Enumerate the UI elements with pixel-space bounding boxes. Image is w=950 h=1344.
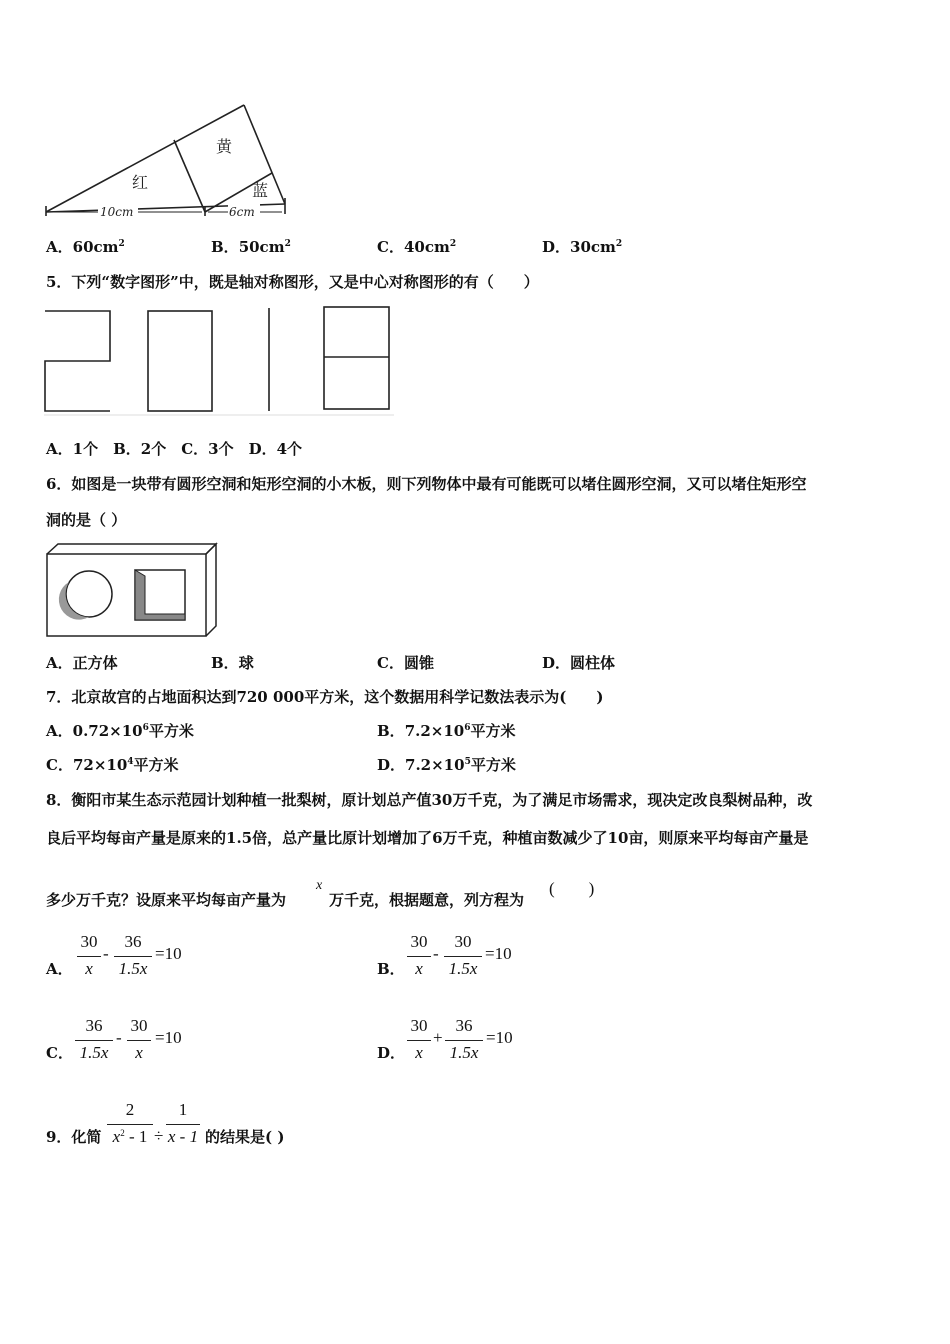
q5-text: 5．下列“数字图形”中，既是轴对称图形，又是中心对称图形的有（ ） (46, 273, 539, 291)
option-value: 30cm (570, 238, 616, 256)
circular-hole-shadow (59, 582, 89, 620)
q8-option-d-operator: + (433, 1028, 443, 1047)
q9-divide-sign: ÷ (154, 1126, 164, 1145)
option-value: 60cm (72, 238, 119, 256)
option-letter: A． (46, 722, 73, 740)
q8-option-c-rhs: =10 (155, 1028, 182, 1047)
option-letter: C． (46, 756, 73, 774)
numerator: 36 (455, 1016, 473, 1035)
option-value: 正方体 (72, 654, 118, 672)
q8-option-c-frac1 (74, 1016, 114, 1066)
q8-option-a-frac1 (76, 932, 102, 982)
q4-option-a (46, 236, 125, 257)
option-letter: A． (46, 654, 73, 672)
option-exponent: 5 (464, 757, 471, 767)
q7-option-a (46, 720, 194, 741)
denominator-variable: x (112, 1127, 121, 1146)
option-unit: 平方米 (133, 756, 179, 774)
q6-text-line1: 6．如图是一块带有圆形空洞和矩形空洞的小木板，则下列物体中最有可能既可以堵住圆形空洞，又可以堵住矩形空 (46, 475, 807, 493)
option-value: 球 (238, 654, 254, 672)
q9-frac1 (106, 1100, 154, 1150)
option-letter: D． (542, 238, 571, 256)
option-value: 圆柱体 (570, 654, 616, 672)
q8-option-b-rhs: =10 (485, 944, 512, 963)
denominator: x (415, 959, 423, 978)
q4-figure (40, 100, 292, 222)
q8-option-d-frac1 (406, 1016, 432, 1066)
option-letter: C． (377, 238, 404, 256)
q8-option-b-letter: B． (377, 960, 405, 978)
digit-0-shape (148, 311, 212, 411)
rectangular-hole-shadow (135, 570, 185, 620)
numerator: 36 (85, 1016, 103, 1035)
label-dim-6: 6cm (229, 205, 255, 219)
q8-option-a-operator: - (103, 944, 109, 963)
denominator: 1.5x (449, 1043, 479, 1062)
digit-8-shape (324, 307, 389, 409)
q8-option-a-rhs: =10 (155, 944, 182, 963)
q8-option-c-operator: - (116, 1028, 122, 1047)
option-exponent: 2 (284, 239, 291, 249)
q9-suffix: 的结果是( ) (205, 1128, 285, 1146)
numerator: 2 (125, 1100, 135, 1119)
q4-option-b (211, 236, 291, 257)
q6-board-figure (44, 542, 220, 640)
option-coefficient: 0.72×10 (72, 722, 143, 740)
option-letter: B． (211, 238, 239, 256)
option-value: 圆锥 (403, 654, 434, 672)
board-top-face (47, 544, 216, 554)
label-red: 红 (132, 173, 149, 192)
q8-option-b-frac2 (443, 932, 483, 982)
q8-option-d-letter: D． (377, 1044, 406, 1062)
q6-option-b (211, 652, 254, 673)
q9-prefix: 9．化简 (46, 1128, 102, 1146)
q8-variable-x: x (316, 878, 323, 893)
numerator: 30 (410, 1016, 428, 1035)
q6-option-d (542, 652, 615, 673)
numerator: 30 (410, 932, 428, 951)
q9-frac2 (165, 1100, 201, 1150)
numerator: 30 (454, 932, 472, 951)
q8-text-line3a: 多少万千克？设原来平均每亩产量为 (46, 891, 287, 909)
label-dim-10: 10cm (100, 205, 134, 219)
q8-text-line3b: 万千克，根据题意，列方程为 (329, 891, 525, 909)
board-front-face (47, 554, 206, 636)
option-unit: 平方米 (148, 722, 194, 740)
q8-option-b-operator: - (433, 944, 439, 963)
denominator: 1.5x (448, 959, 478, 978)
q8-text-line1: 8．衡阳市某生态示范园计划种植一批梨树，原计划总产值30万千克，为了满足市场需求，现决定改良梨树品种，改 (46, 791, 813, 809)
numerator: 30 (80, 932, 98, 951)
option-exponent: 2 (449, 239, 457, 249)
denominator: x - 1 (167, 1127, 199, 1146)
q8-answer-paren: ( ) (549, 879, 595, 898)
q8-option-c-frac2 (126, 1016, 152, 1066)
q8-option-c-letter: C． (46, 1044, 73, 1062)
q6-option-c (377, 652, 434, 673)
denominator: x (85, 959, 93, 978)
numerator: 1 (178, 1100, 188, 1119)
numerator: 30 (130, 1016, 148, 1035)
option-exponent: 4 (127, 757, 134, 767)
denominator-rest: - 1 (124, 1127, 148, 1146)
numerator: 36 (124, 932, 142, 951)
q6-text-line2: 洞的是（ ） (46, 511, 127, 529)
option-letter: D． (377, 756, 406, 774)
option-letter: B． (377, 722, 405, 740)
option-unit: 平方米 (470, 722, 516, 740)
option-coefficient: 72×10 (72, 756, 128, 774)
q5-digit-figures (44, 305, 396, 417)
board-side-face (206, 544, 216, 636)
q7-option-d (377, 754, 516, 775)
denominator: 1.5x (118, 959, 148, 978)
option-unit: 平方米 (470, 756, 516, 774)
q8-option-d-rhs: =10 (486, 1028, 513, 1047)
digit-5-shape (45, 311, 110, 411)
q4-option-d (542, 236, 622, 257)
option-exponent: 2 (615, 239, 623, 249)
denominator-exponent: 2 (120, 1128, 125, 1138)
circular-hole (66, 571, 112, 617)
option-letter: C． (377, 654, 404, 672)
option-coefficient: 7.2×10 (405, 756, 465, 774)
denominator: 1.5x (79, 1043, 109, 1062)
q8-text-line2: 良后平均每亩产量是原来的1.5倍，总产量比原计划增加了6万千克，种植亩数减少了10亩，则原来平均每亩产量是 (46, 829, 809, 847)
option-letter: A． (46, 238, 73, 256)
option-value: 50cm (238, 238, 285, 256)
q5-options: A．1个 B．2个 C．3个 D．4个 (46, 440, 303, 458)
denominator (106, 1127, 154, 1147)
option-coefficient: 7.2×10 (404, 722, 465, 740)
q7-text: 7．北京故宫的占地面积达到720 000平方米，这个数据用科学记数法表示为( ) (46, 688, 604, 706)
option-value: 40cm (403, 238, 450, 256)
q7-option-c (46, 754, 179, 775)
yellow-square-left-edge (174, 140, 205, 212)
option-exponent: 6 (142, 723, 149, 733)
option-exponent: 6 (464, 723, 471, 733)
denominator: x (135, 1043, 143, 1062)
label-yellow: 黄 (216, 137, 233, 156)
label-blue: 蓝 (252, 181, 269, 200)
option-exponent: 2 (118, 239, 125, 249)
q8-option-a-letter: A． (46, 960, 73, 978)
q4-option-c (377, 236, 456, 257)
q8-option-b-frac1 (406, 932, 432, 982)
q6-option-a (46, 652, 118, 673)
q7-option-b (377, 720, 516, 741)
denominator: x (415, 1043, 423, 1062)
option-letter: D． (542, 654, 571, 672)
option-letter: B． (211, 654, 239, 672)
q8-option-d-frac2 (444, 1016, 484, 1066)
hypotenuse-line (46, 105, 244, 212)
q8-option-a-frac2 (113, 932, 153, 982)
